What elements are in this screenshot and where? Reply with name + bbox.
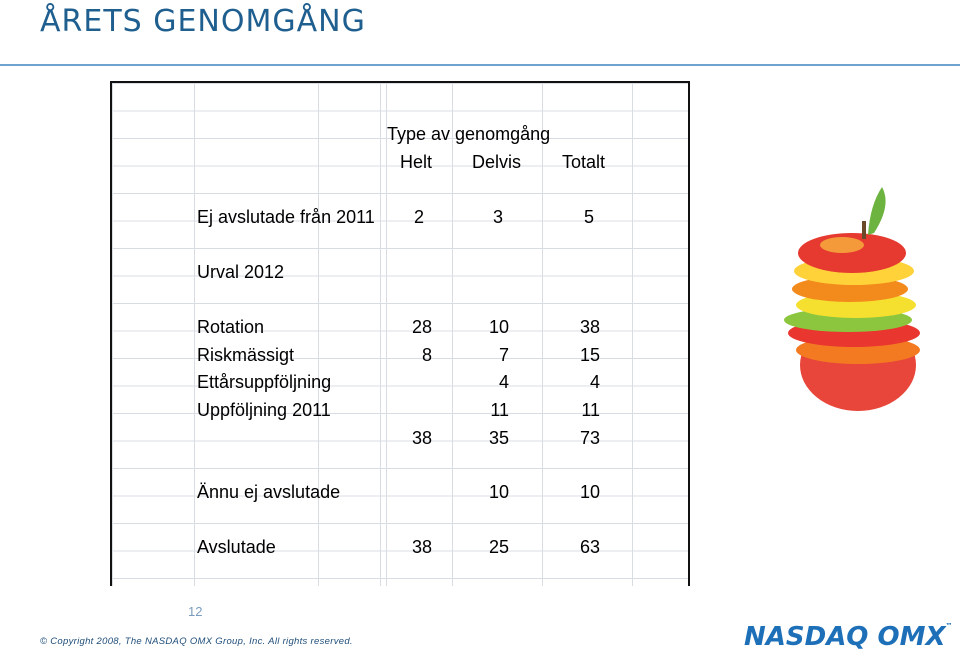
logo-text: NASDAQ OMX [744,622,946,652]
grid-line [318,83,319,586]
cell-totalt: 4 [589,372,600,392]
col-header-delvis: Delvis [472,152,522,172]
leaf-shape [868,187,886,235]
nasdaq-omx-logo [744,622,953,652]
subtotal-delvis: 35 [488,428,509,448]
cell-delvis: 11 [490,400,509,420]
cell-delvis: 25 [488,537,509,557]
grid-line [632,83,633,586]
row-label: Rotation [197,317,265,337]
cell-delvis: 10 [488,317,509,337]
logo-trademark: ™ [945,622,953,630]
row-label: Uppföljning 2011 [197,400,331,420]
grid-line [452,83,453,586]
cell-totalt: 5 [584,207,595,227]
cell-totalt: 63 [579,537,600,557]
row-label: Ej avslutade från 2011 [197,207,375,227]
cell-totalt: 10 [579,482,600,502]
cell-helt: 28 [411,317,432,337]
subtotal-helt: 38 [411,428,432,448]
copyright-notice: © Copyright 2008, The NASDAQ OMX Group, Inc. All rights reserved. [40,636,353,647]
cell-helt: 8 [421,345,432,365]
grid-line [386,83,387,586]
col-header-helt: Helt [400,152,433,172]
row-label: Urval 2012 [197,262,285,282]
cell-helt: 2 [414,207,425,227]
grid-line [380,83,381,586]
cell-totalt: 11 [581,400,600,420]
fruit-stack-image [770,175,950,455]
spreadsheet-table [110,81,690,586]
page-title: ÅRETS GENOMGÅNG [40,4,366,39]
cell-totalt: 38 [579,317,600,337]
page-number: 12 [188,604,203,619]
cell-totalt: 15 [579,345,600,365]
row-label: Riskmässigt [197,345,295,365]
row-label: Avslutade [197,537,276,557]
cell-delvis: 3 [493,207,504,227]
cell-helt: 38 [411,537,432,557]
row-label: Ännu ej avslutade [197,482,341,502]
row-label: Ettårsuppföljning [197,372,332,392]
apple-highlight [820,237,864,253]
cell-delvis: 4 [498,372,509,392]
grid-line [542,83,543,586]
grid-line [194,83,195,586]
cell-delvis: 7 [498,345,509,365]
col-header-totalt: Totalt [562,152,606,172]
apple-stem [862,221,866,239]
title-divider [0,64,960,66]
cell-delvis: 10 [488,482,509,502]
subtotal-totalt: 73 [579,428,600,448]
group-header: Type av genomgång [387,124,551,144]
